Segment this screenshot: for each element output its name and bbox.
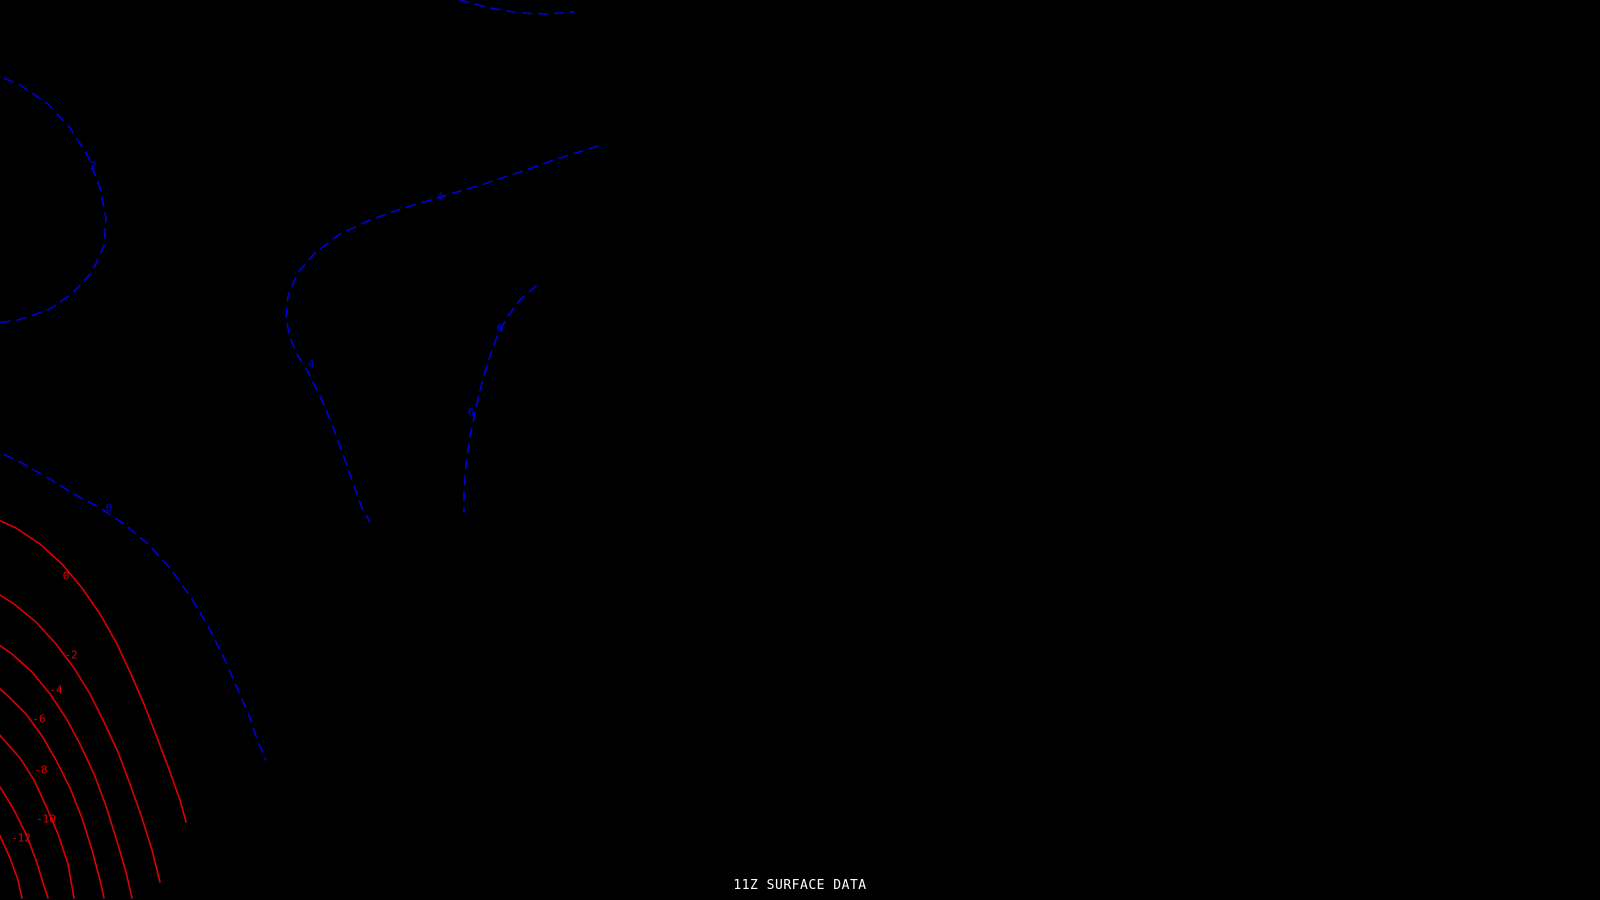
contour-line — [0, 518, 186, 822]
contour-line — [460, 0, 574, 14]
chart-caption: 11Z SURFACE DATA — [733, 878, 867, 893]
contour-label: 2 — [89, 159, 97, 173]
contour-label: 4 — [307, 357, 315, 371]
contour-label: 0 — [62, 569, 70, 583]
contour-label: 6 — [467, 405, 475, 419]
contour-line — [0, 72, 106, 324]
contour-label: 6 — [496, 321, 504, 335]
contour-label: -4 — [49, 683, 63, 697]
contour-line — [0, 448, 266, 760]
contour-label: -8 — [34, 763, 48, 777]
contour-label: -12 — [11, 831, 31, 845]
contour-line — [286, 146, 598, 522]
contour-label: -10 — [36, 812, 56, 826]
contour-label: 4 — [436, 190, 444, 204]
contour-lines-group — [0, 0, 598, 898]
contour-line — [0, 726, 74, 898]
contour-line — [0, 590, 160, 882]
contour-label: -2 — [64, 648, 78, 662]
contour-line — [464, 286, 536, 512]
contour-line — [0, 682, 104, 898]
contour-label: 0 — [105, 501, 113, 515]
contour-label: -6 — [32, 712, 46, 726]
